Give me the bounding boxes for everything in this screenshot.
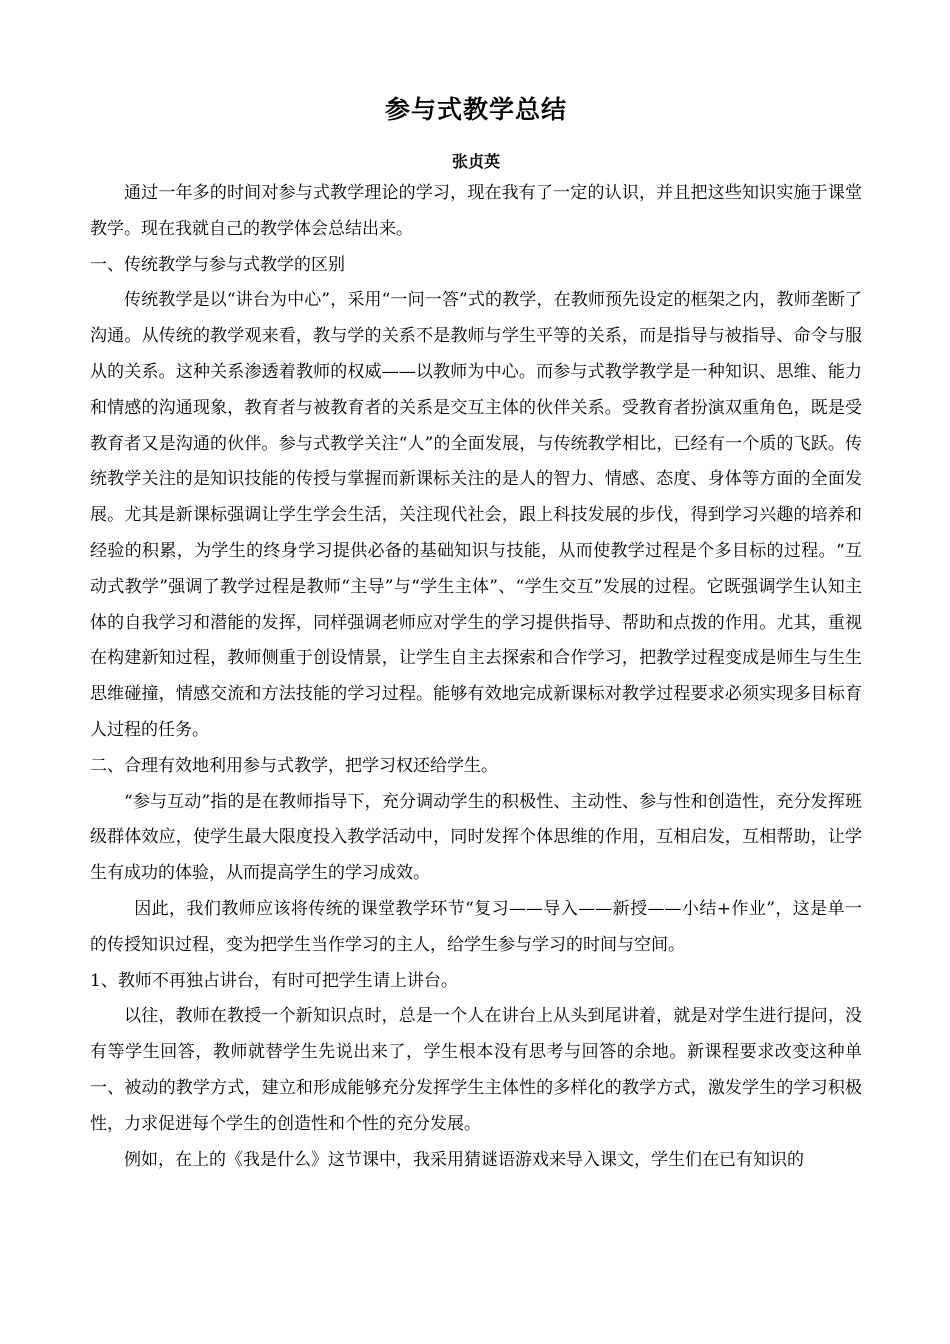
section-heading: 二、合理有效地利用参与式教学，把学习权还给学生。 [90,755,498,776]
body-paragraph: “参与互动”指的是在教师指导下，充分调动学生的积极性、主动性、参与性和创造性，充分发挥班级群体效应，使学生最大限度投入教学活动中，同时发挥个体思维的作用，互相启发，互相帮助，让学生有成功的体验，从而提高学生的学习成效。 [90,791,862,884]
document-page [90,88,862,1178]
subsection-heading: 1、教师不再独占讲台，有时可把学生请上讲台。 [90,970,458,991]
document-author: 张贞英 [451,152,500,171]
section-heading: 一、传统教学与参与式教学的区别 [90,254,345,275]
body-paragraph: 因此，我们教师应该将传统的课堂教学环节“复习——导入——新授——小结+作业”，这是单一的传授知识过程，变为把学生当作学习的主人，给学生参与学习的时间与空间。 [90,898,862,955]
document-title: 参与式教学总结 [384,95,567,124]
body-paragraph: 传统教学是以“讲台为中心”，采用“一问一答”式的教学，在教师预先设定的框架之内，教师垄断了沟通。从传统的教学观来看，教与学的关系不是教师与学生平等的关系，而是指导与被指导、命令与服从的关系。这种关系渗透着教师的权威——以教师为中心。而参与式教学教学是一种知识、思维、能力和情感的沟通现象，教育者与被教育者的关系是交互主体的伙伴关系。受教育者扮演双重角色，既是受教育者又是沟通的伙伴。参与式教学关注“人”的全面发展，与传统教学相比，已经有一个质的飞跃。传统教学关注的是知识技能的传授与掌握而新课标关注的是人的智力、情感、态度、身体等方面的全面发展。尤其是新课标强调让学生学会生活，关注现代社会，跟上科技发展的步伐，得到学习兴趣的培养和经验的积累，为学生的终身学习提供必备的基础知识与技能，从而使教学过程是个多目标的过程。“互动式教学”强调了教学过程是教师“主导”与“学生主体”、“学生交互”发展的过程。它既强调学生认知主体的自我学习和潜能的发挥，同样强调老师应对学生的学习提供指导、帮助和点拨的作用。尤其，重视在构建新知过程，教师侧重于创设情景，让学生自主去探索和合作学习，把教学过程变成是师生与生生思维碰撞，情感交流和方法技能的学习过程。能够有效地完成新课标对教学过程要求必须实现多目标育人过程的任务。 [90,290,862,740]
body-paragraph: 通过一年多的时间对参与式教学理论的学习，现在我有了一定的认识，并且把这些知识实施于课堂教学。现在我就自己的教学体会总结出来。 [90,183,862,239]
document-body [90,176,862,1178]
body-paragraph: 以往，教师在教授一个新知识点时，总是一个人在讲台上从头到尾讲着，就是对学生进行提问，没有等学生回答，教师就替学生先说出来了，学生根本没有思考与回答的余地。新课程要求改变这种单一、被动的教学方式，建立和形成能够充分发挥学生主体性的多样化的教学方式，激发学生的学习积极性，力求促进每个学生的创造性和个性的充分发展。 [90,1006,862,1134]
body-paragraph: 例如，在上的《我是什么》这节课中，我采用猜谜语游戏来导入课文，学生们在已有知识的 [124,1149,804,1170]
